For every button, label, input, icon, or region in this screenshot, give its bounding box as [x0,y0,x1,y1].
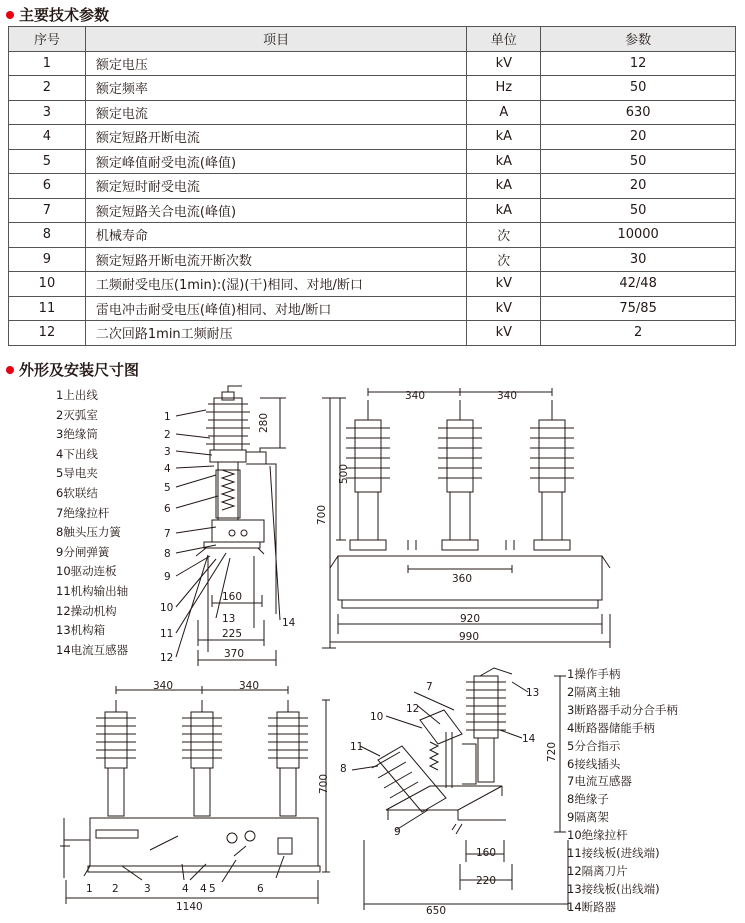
cell-index: 10 [9,272,86,297]
col-header-value: 参数 [541,27,736,52]
cell-value: 20 [541,174,736,199]
front-dim-340b: 340 [497,390,518,402]
cell-value: 30 [541,247,736,272]
legend-item: 11机构输出轴 [56,583,129,598]
cell-item: 额定短路开断电流开断次数 [85,247,466,272]
side-callout-6: 6 [164,503,171,515]
cell-unit: kV [467,296,541,321]
side-dim-280: 280 [258,412,270,433]
side-callout-12: 12 [160,652,174,664]
cell-value: 50 [541,76,736,101]
front-view-drawing [322,388,610,648]
front-dim-500: 500 [338,463,350,484]
legend-item: 7绝缘拉杆 [56,505,110,520]
bottom-dim-1140: 1140 [176,901,203,913]
side-insulator [206,386,250,450]
legend-item: 9隔离架 [567,810,609,825]
cell-value: 75/85 [541,296,736,321]
cell-unit: kV [467,272,541,297]
params-title: 主要技术参数 [19,6,110,24]
front-dim-360: 360 [452,573,473,585]
cell-value: 630 [541,100,736,125]
side-callout-7: 7 [164,528,171,540]
legend-item: 12操动机构 [56,603,117,618]
front-insulator-3 [530,400,574,550]
legend-item: 6软联结 [56,485,98,500]
iso-dim-720: 720 [546,741,558,762]
bottom-insulator-2 [182,700,222,816]
iso-callout-10: 10 [370,711,384,723]
legend-item: 14断路器 [567,899,617,914]
cell-unit: kA [467,198,541,223]
legend-item: 10驱动连板 [56,564,117,579]
iso-callout-12: 12 [406,703,420,715]
legend-item: 12隔离刀片 [567,863,628,878]
cell-unit: A [467,100,541,125]
legend-item: 13接线板(出线端) [567,881,660,896]
iso-callout-13: 13 [526,687,540,699]
cell-unit: Hz [467,76,541,101]
bottom-insulator-1 [96,700,136,816]
legend-item: 8触头压力簧 [56,525,121,540]
bottom-front-drawing [60,686,330,904]
bottom-callout-4a: 4 [182,883,189,895]
iso-dim-160: 160 [476,847,497,859]
side-callout-13: 13 [222,613,236,625]
legend-item: 9分闸弹簧 [56,544,110,559]
bottom-callout-2: 2 [112,883,119,895]
legend-item: 8绝缘子 [567,792,609,807]
cell-item: 机械寿命 [85,223,466,248]
side-callout-4: 4 [164,463,171,475]
iso-callout-8: 8 [340,763,347,775]
cell-unit: kA [467,149,541,174]
cell-item: 额定频率 [85,76,466,101]
legend-item: 4断路器储能手柄 [567,720,655,735]
cell-unit: kA [467,174,541,199]
side-callout-2: 2 [164,429,171,441]
cell-unit: kA [467,125,541,150]
bottom-insulator-3 [268,700,308,816]
iso-dim-220: 220 [476,875,497,887]
col-header-unit: 单位 [467,27,541,52]
cell-unit: 次 [467,247,541,272]
cell-value: 20 [541,125,736,150]
front-dim-340a: 340 [405,390,426,402]
cell-item: 额定峰值耐受电流(峰值) [85,149,466,174]
cell-unit: kV [467,321,541,346]
side-callout-8: 8 [164,548,171,560]
cell-index: 8 [9,223,86,248]
drawing-title: 外形及安装尺寸图 [19,361,140,379]
cell-item: 额定电流 [85,100,466,125]
cell-value: 12 [541,51,736,76]
col-header-item: 项目 [85,27,466,52]
legend-item: 11接线板(进线端) [567,846,660,861]
front-dim-990: 990 [459,631,480,643]
legend-item: 7电流互感器 [567,774,632,789]
cell-item: 雷电冲击耐受电压(峰值)相同、对地/断口 [85,296,466,321]
col-header-index: 序号 [9,27,86,52]
front-dim-700: 700 [316,504,328,525]
legend-item: 5导电夹 [56,466,98,481]
iso-view-drawing [352,668,568,910]
cell-index: 3 [9,100,86,125]
legend-item: 2隔离主轴 [567,684,621,699]
side-callout-11: 11 [160,628,174,640]
bottom-callout-3: 3 [144,883,151,895]
front-dim-920: 920 [460,613,481,625]
cell-unit: kV [467,51,541,76]
cell-value: 50 [541,198,736,223]
bottom-callout-4b: 4 [200,883,207,895]
side-dim-370: 370 [224,648,245,660]
iso-callout-9: 9 [394,826,401,838]
cell-index: 6 [9,174,86,199]
cell-unit: 次 [467,223,541,248]
cell-value: 42/48 [541,272,736,297]
bottom-callout-1: 1 [86,883,93,895]
legend-item: 3断路器手动分合手柄 [567,702,678,717]
cell-item: 额定电压 [85,51,466,76]
cell-item: 额定短路关合电流(峰值) [85,198,466,223]
cell-item: 二次回路1min工频耐压 [85,321,466,346]
cell-index: 11 [9,296,86,321]
side-callout-5: 5 [164,482,171,494]
legend-item: 10绝缘拉杆 [567,828,628,843]
cell-index: 7 [9,198,86,223]
legend-item: 2灭弧室 [56,407,98,422]
cell-index: 2 [9,76,86,101]
legend-item: 4下出线 [56,446,98,461]
front-insulator-2 [438,400,482,550]
side-callout-9: 9 [164,571,171,583]
cell-value: 50 [541,149,736,174]
legend-item: 1操作手柄 [567,667,621,681]
cell-index: 9 [9,247,86,272]
bottom-callout-6: 6 [257,883,264,895]
side-callout-1: 1 [164,411,171,423]
cell-item: 工频耐受电压(1min):(湿)(干)相同、对地/断口 [85,272,466,297]
iso-main-insulator [466,668,512,782]
cell-index: 1 [9,51,86,76]
cell-value: 2 [541,321,736,346]
bottom-dim-700: 700 [318,773,330,794]
front-insulator-1 [346,400,390,550]
cell-value: 10000 [541,223,736,248]
iso-dim-650: 650 [426,905,447,917]
cell-item: 额定短时耐受电流 [85,174,466,199]
legend-item: 13机构箱 [56,623,106,638]
iso-callout-7: 7 [426,681,433,693]
cell-index: 4 [9,125,86,150]
bottom-callout-5: 5 [209,883,216,895]
side-callout-14: 14 [282,617,296,629]
legend-item: 6接线插头 [567,756,621,771]
side-callout-10: 10 [160,602,174,614]
cell-item: 额定短路开断电流 [85,125,466,150]
legend-item: 5分合指示 [567,738,621,753]
legend-item: 1上出线 [56,388,98,402]
iso-callout-11: 11 [350,741,364,753]
bottom-dim-340a: 340 [153,680,174,692]
bottom-dim-340b: 340 [239,680,260,692]
iso-callout-14: 14 [522,733,536,745]
legend-item: 3绝缘筒 [56,427,98,442]
side-callout-3: 3 [164,446,171,458]
cell-index: 5 [9,149,86,174]
side-dim-160: 160 [222,591,243,603]
cell-index: 12 [9,321,86,346]
side-dim-225: 225 [222,628,243,640]
legend-item: 14电流互感器 [56,642,129,657]
